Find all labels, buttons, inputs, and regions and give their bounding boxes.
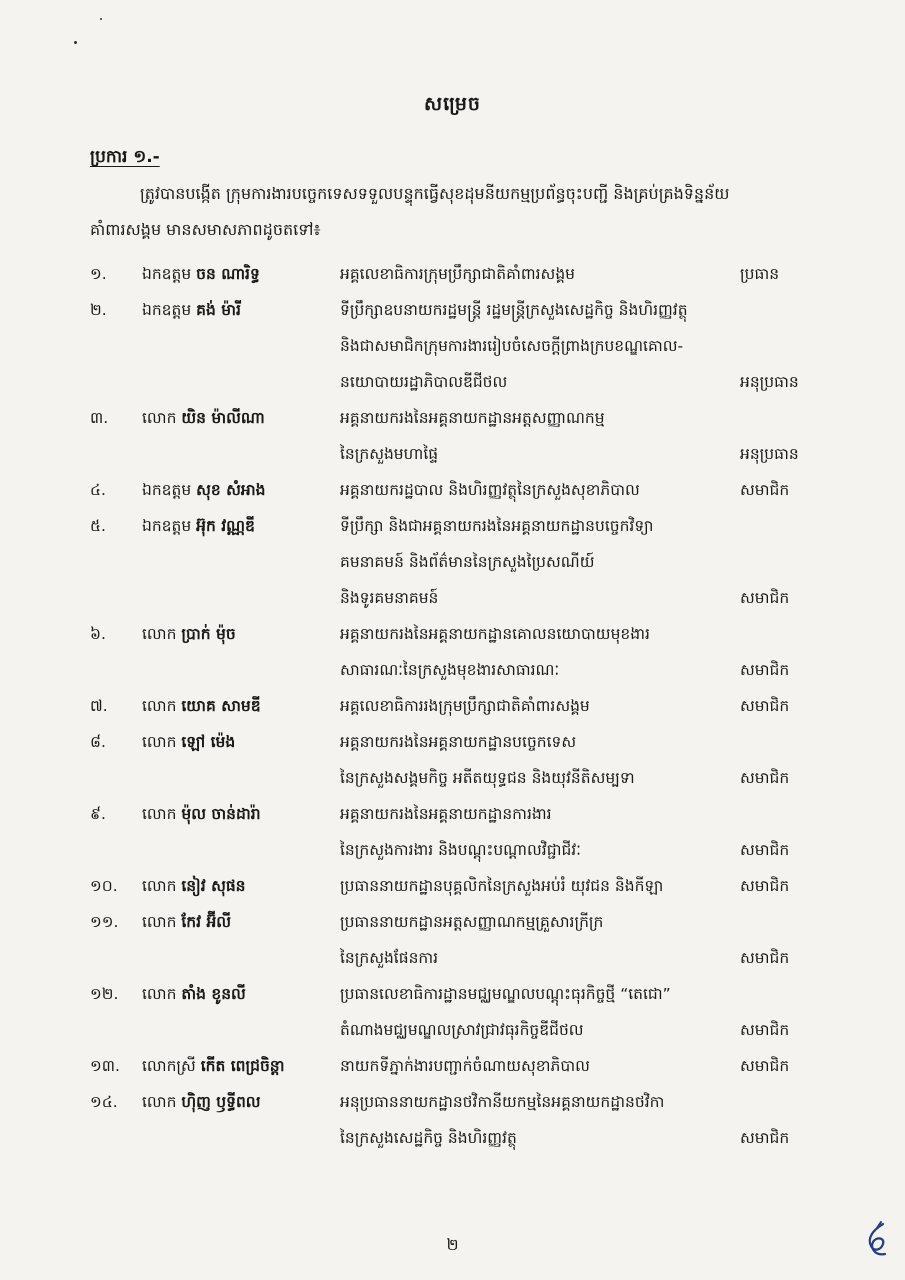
- member-role: សមាជិក: [740, 661, 790, 679]
- member-position-line: អគ្គលេខាធិការរងក្រុមប្រឹក្សាជាតិគាំពារសង្គម: [340, 697, 590, 715]
- member-number: ១៤.: [90, 1093, 118, 1111]
- member-title: [142, 256, 260, 292]
- member-number: ១៣.: [90, 1057, 120, 1075]
- member-position-line: ប្រធាននាយកដ្ឋានអត្តសញ្ញាណកម្មគ្រួសារក្រីក្រ: [340, 913, 604, 931]
- member-position-line: អគ្គនាយករងនៃអគ្គនាយកដ្ឋានការងារ: [340, 805, 552, 823]
- member-title: [142, 400, 265, 436]
- member-honorific: លោក: [142, 805, 177, 823]
- member-position: [340, 1048, 730, 1084]
- member-honorific: ឯកឧត្តម: [142, 265, 192, 283]
- member-list: [0, 256, 905, 1156]
- member-row: [0, 868, 905, 904]
- member-role: សមាជិក: [740, 841, 790, 859]
- member-name: អ៊ុក វណ្ណឌី: [196, 517, 255, 535]
- member-position: [340, 400, 730, 472]
- member-position: [340, 904, 730, 976]
- member-row: [0, 796, 905, 868]
- member-position-line: អគ្គនាយករងនៃអគ្គនាយកដ្ឋានគោលនយោបាយមុខងារ: [340, 625, 650, 643]
- article-label: ប្រការ ១.-: [90, 147, 160, 167]
- member-row: [0, 256, 905, 292]
- member-position: [340, 472, 730, 508]
- member-title: [142, 1084, 261, 1120]
- member-honorific: លោក: [142, 409, 177, 427]
- speck: [100, 18, 102, 20]
- member-honorific: ឯកឧត្តម: [142, 517, 192, 535]
- member-position: [340, 868, 730, 904]
- member-name: គង់ ម៉ារី: [196, 301, 241, 319]
- member-role: សមាជិក: [740, 769, 790, 787]
- member-title: [142, 724, 235, 760]
- member-position-line: តំណាងមជ្ឈមណ្ឌលស្រាវជ្រាវធុរកិច្ចឌីជីថល: [340, 1021, 584, 1039]
- member-position: [340, 724, 730, 796]
- member-number: ១០.: [90, 877, 118, 895]
- member-number: ១១.: [90, 913, 119, 931]
- member-position-line: នៃក្រសួងផែនការ: [340, 949, 439, 967]
- member-position-line: នាយកទីភ្នាក់ងារបញ្ជាក់ចំណាយសុខាភិបាល: [340, 1057, 590, 1075]
- member-position-line: អនុប្រធាននាយកដ្ឋានថវិកានីយកម្មនៃអគ្គនាយកដ្ឋានថវិកា: [340, 1093, 665, 1111]
- member-position-line: នយោបាយរដ្ឋាភិបាលឌីជីថល: [340, 373, 508, 391]
- member-title: [142, 868, 246, 904]
- member-name: នៀវ សុផន: [181, 877, 246, 895]
- member-name: ឡៅ ម៉េង: [181, 733, 236, 751]
- member-title: [142, 292, 241, 328]
- member-position: [340, 1084, 730, 1156]
- member-position-line: អគ្គនាយករងនៃអគ្គនាយកដ្ឋានអត្តសញ្ញាណកម្ម: [340, 409, 605, 427]
- speck: [74, 41, 77, 44]
- member-honorific: លោក: [142, 625, 177, 643]
- member-row: [0, 724, 905, 796]
- member-position-line: ប្រធាននាយកដ្ឋានបុគ្គលិកនៃក្រសួងអប់រំ យុវជន និងកីឡា: [340, 877, 664, 895]
- member-position-line: អគ្គនាយករដ្ឋបាល និងហិរញ្ញវត្ថុនៃក្រសួងសុខាភិបាល: [340, 481, 640, 499]
- member-row: [0, 400, 905, 472]
- member-honorific: ឯកឧត្តម: [142, 301, 192, 319]
- member-position: [340, 796, 730, 868]
- member-role: សមាជិក: [740, 1057, 790, 1075]
- member-honorific: លោក: [142, 985, 177, 1003]
- member-role: សមាជិក: [740, 589, 790, 607]
- member-position: [340, 508, 730, 616]
- handwritten-initial-mark: [863, 1220, 891, 1260]
- intro-line-1: ត្រូវបានបង្កើត ក្រុមការងារបច្ចេកទេសទទួលបន្ទុកធ្វើសុខដុមនីយកម្មប្រព័ន្ធចុះបញ្ជី និងគ្រប់គ្រងទិន្នន័យ: [140, 184, 730, 203]
- member-name: យិន ម៉ាលីណា: [181, 409, 265, 427]
- member-honorific: លោក: [142, 1093, 177, 1111]
- member-title: [142, 472, 266, 508]
- member-title: [142, 616, 236, 652]
- member-role: ប្រធាន: [740, 265, 780, 283]
- member-position: [340, 616, 730, 688]
- member-role: សមាជិក: [740, 481, 790, 499]
- member-name: សុខ សំអាង: [196, 481, 266, 499]
- member-role: សមាជិក: [740, 1129, 790, 1147]
- member-position-line: ប្រធានលេខាធិការដ្ឋានមជ្ឈមណ្ឌលបណ្តុះធុរកិច្ចថ្មី “តេជោ”: [340, 985, 671, 1003]
- member-role: សមាជិក: [740, 1021, 790, 1039]
- intro-line-2: គាំពារសង្គម មានសមាសភាពដូចតទៅ៖: [90, 220, 321, 239]
- member-name: តាំង ខូនលី: [181, 985, 246, 1003]
- member-position-line: អគ្គនាយករងនៃអគ្គនាយកដ្ឋានបច្ចេកទេស: [340, 733, 577, 751]
- member-position-line: នៃក្រសួងមហាផ្ទៃ: [340, 445, 439, 463]
- member-role: សមាជិក: [740, 697, 790, 715]
- member-number: ៤.: [90, 481, 106, 499]
- member-name: ហ៊ិញ ឫទ្ធីពល: [181, 1093, 261, 1111]
- member-title: [142, 904, 231, 940]
- member-honorific: លោក: [142, 913, 177, 931]
- member-role: សមាជិក: [740, 949, 790, 967]
- member-title: [142, 796, 261, 832]
- member-position-line: ទីប្រឹក្សាឧបនាយករដ្ឋមន្ត្រី រដ្ឋមន្ត្រីក្រសួងសេដ្ឋកិច្ច និងហិរញ្ញវត្ថុ: [340, 301, 688, 319]
- page-number: ២: [446, 1235, 459, 1254]
- member-role: អនុប្រធាន: [740, 445, 799, 463]
- member-number: ៧.: [90, 697, 108, 715]
- member-number: ៦.: [90, 625, 106, 643]
- member-number: ១២.: [90, 985, 119, 1003]
- member-name: កើត ពេជ្រចិន្តា: [200, 1057, 285, 1075]
- member-role: សមាជិក: [740, 877, 790, 895]
- member-name: ប្រាក់ ម៉ុច: [181, 625, 236, 643]
- member-position-line: សាធារណៈនៃក្រសួងមុខងារសាធារណៈ: [340, 661, 560, 679]
- decision-title: សម្រេច: [424, 93, 481, 115]
- member-row: [0, 688, 905, 724]
- member-honorific: ឯកឧត្តម: [142, 481, 192, 499]
- member-honorific: លោក: [142, 697, 177, 715]
- member-position-line: នៃក្រសួងសេដ្ឋកិច្ច និងហិរញ្ញវត្ថុ: [340, 1129, 517, 1147]
- member-row: [0, 292, 905, 400]
- member-number: ៨.: [90, 733, 106, 751]
- member-number: ៩.: [90, 805, 106, 823]
- member-position-line: អគ្គលេខាធិការក្រុមប្រឹក្សាជាតិគាំពារសង្គម: [340, 265, 575, 283]
- member-name: កែវ អ៊ីលី: [181, 913, 232, 931]
- member-row: [0, 904, 905, 976]
- member-title: [142, 1048, 285, 1084]
- member-position-line: នៃក្រសួងការងារ និងបណ្តុះបណ្តាលវិជ្ជាជីវៈ: [340, 841, 581, 859]
- member-row: [0, 1084, 905, 1156]
- member-row: [0, 976, 905, 1048]
- member-title: [142, 976, 246, 1012]
- member-name: យោគ សាមឌី: [181, 697, 261, 715]
- member-position-line: និងជាសមាជិកក្រុមការងាររៀបចំសេចក្តីព្រាងក្របខណ្ឌគោល-: [340, 337, 684, 355]
- member-row: [0, 1048, 905, 1084]
- member-position: [340, 976, 730, 1048]
- member-row: [0, 472, 905, 508]
- member-title: [142, 508, 255, 544]
- member-name: ម៉ុល ចាន់ដារ៉ា: [181, 805, 261, 823]
- member-number: ៣.: [90, 409, 109, 427]
- member-number: ៥.: [90, 517, 106, 535]
- member-position-line: ទីប្រឹក្សា និងជាអគ្គនាយករងនៃអគ្គនាយកដ្ឋានបច្ចេកវិទ្យា: [340, 517, 654, 535]
- member-honorific: លោកស្រី: [142, 1057, 196, 1075]
- intro-paragraph: [90, 176, 820, 248]
- member-role: អនុប្រធាន: [740, 373, 799, 391]
- member-honorific: លោក: [142, 733, 177, 751]
- member-position: [340, 688, 730, 724]
- member-position: [340, 256, 730, 292]
- member-honorific: លោក: [142, 877, 177, 895]
- member-position-line: នៃក្រសួងសង្គមកិច្ច អតីតយុទ្ធជន និងយុវនីតិសម្បទា: [340, 769, 635, 787]
- member-position-line: គមនាគមន៍ និងព័ត៌មាននៃក្រសួងប្រៃសណីយ៍: [340, 553, 595, 571]
- member-position: [340, 292, 730, 400]
- member-number: ២.: [90, 301, 107, 319]
- member-number: ១.: [90, 265, 107, 283]
- member-row: [0, 616, 905, 688]
- member-title: [142, 688, 261, 724]
- member-row: [0, 508, 905, 616]
- member-name: ចន ណារិទ្ធ: [196, 265, 260, 283]
- member-position-line: និងទូរគមនាគមន៍: [340, 589, 439, 607]
